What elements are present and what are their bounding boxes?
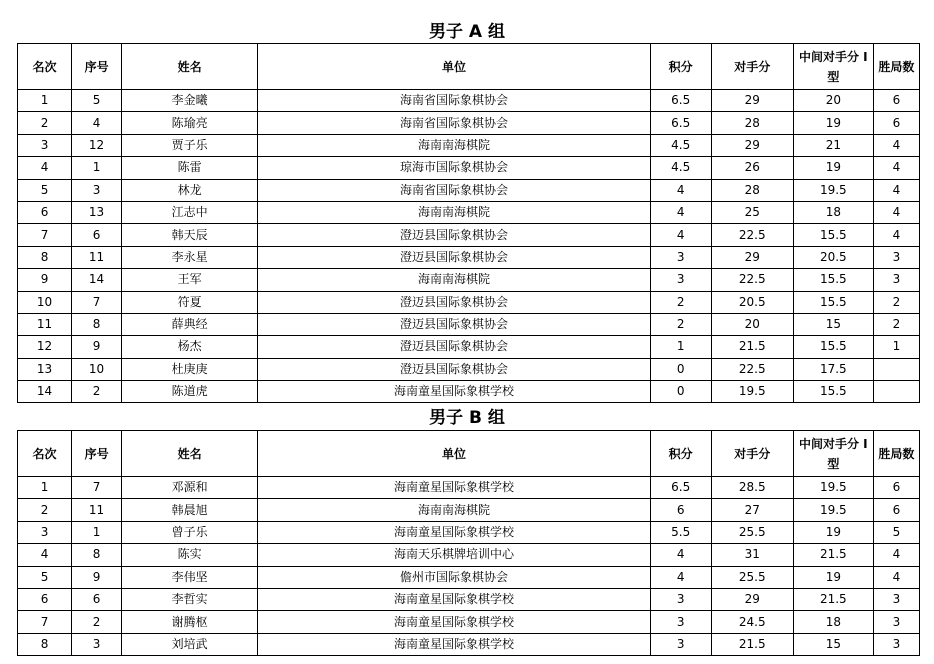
rank-cell: 5: [18, 566, 72, 588]
wins-cell: 3: [873, 611, 919, 633]
unit-cell: 澄迈县国际象棋协会: [258, 313, 650, 335]
opponent-score-cell: 21.5: [711, 336, 793, 358]
table-row: [18, 269, 920, 291]
column-header-seed: 序号: [72, 44, 122, 90]
opponent-score-cell: 20.5: [711, 291, 793, 313]
table-row: [18, 381, 920, 403]
wins-cell: 3: [873, 588, 919, 610]
wins-cell: 4: [873, 566, 919, 588]
opponent-score-cell: 28: [711, 112, 793, 134]
wins-cell: [873, 358, 919, 380]
median-buchholz-cell: 21.5: [793, 588, 873, 610]
name-cell: 刘培武: [122, 633, 258, 655]
median-buchholz-cell: 19.5: [793, 477, 873, 499]
median-buchholz-cell: 15: [793, 633, 873, 655]
seed-cell: 6: [72, 588, 122, 610]
points-cell: 3: [650, 611, 711, 633]
name-cell: 江志中: [122, 201, 258, 223]
rank-cell: 6: [18, 588, 72, 610]
rank-cell: 4: [18, 544, 72, 566]
median-buchholz-cell: 19: [793, 566, 873, 588]
rank-cell: 2: [18, 499, 72, 521]
rank-cell: 1: [18, 90, 72, 112]
unit-cell: 海南省国际象棋协会: [258, 90, 650, 112]
column-header-seed: 序号: [72, 431, 122, 477]
name-cell: 李永星: [122, 246, 258, 268]
table-row: [18, 291, 920, 313]
points-cell: 6.5: [650, 477, 711, 499]
column-header-points: 积分: [650, 44, 711, 90]
group-a-standings-table: [17, 43, 920, 403]
column-header-rank: 名次: [18, 44, 72, 90]
table-row: [18, 611, 920, 633]
unit-cell: 海南南海棋院: [258, 134, 650, 156]
rank-cell: 11: [18, 313, 72, 335]
unit-cell: 澄迈县国际象棋协会: [258, 246, 650, 268]
wins-cell: 2: [873, 291, 919, 313]
rank-cell: 5: [18, 179, 72, 201]
seed-cell: 4: [72, 112, 122, 134]
seed-cell: 10: [72, 358, 122, 380]
seed-cell: 7: [72, 291, 122, 313]
wins-cell: [873, 381, 919, 403]
unit-cell: 儋州市国际象棋协会: [258, 566, 650, 588]
rank-cell: 12: [18, 336, 72, 358]
column-header-wins: 胜局数: [873, 431, 919, 477]
table-row: [18, 521, 920, 543]
median-buchholz-cell: 18: [793, 201, 873, 223]
seed-cell: 11: [72, 499, 122, 521]
wins-cell: 4: [873, 157, 919, 179]
rank-cell: 7: [18, 224, 72, 246]
unit-cell: 海南童星国际象棋学校: [258, 381, 650, 403]
group-b-title: 男子 B 组: [429, 408, 505, 428]
table-row: [18, 336, 920, 358]
column-header-wins: 胜局数: [873, 44, 919, 90]
name-cell: 林龙: [122, 179, 258, 201]
name-cell: 薛典经: [122, 313, 258, 335]
wins-cell: 5: [873, 521, 919, 543]
opponent-score-cell: 22.5: [711, 269, 793, 291]
rank-cell: 1: [18, 477, 72, 499]
seed-cell: 1: [72, 157, 122, 179]
unit-cell: 海南童星国际象棋学校: [258, 477, 650, 499]
unit-cell: 澄迈县国际象棋协会: [258, 358, 650, 380]
median-buchholz-cell: 15.5: [793, 269, 873, 291]
unit-cell: 海南童星国际象棋学校: [258, 611, 650, 633]
wins-cell: 1: [873, 336, 919, 358]
unit-cell: 海南南海棋院: [258, 269, 650, 291]
opponent-score-cell: 22.5: [711, 224, 793, 246]
seed-cell: 7: [72, 477, 122, 499]
points-cell: 3: [650, 246, 711, 268]
name-cell: 陈实: [122, 544, 258, 566]
column-header-name: 姓名: [122, 44, 258, 90]
opponent-score-cell: 25.5: [711, 566, 793, 588]
group-b-standings-table: [17, 430, 920, 656]
opponent-score-cell: 29: [711, 588, 793, 610]
wins-cell: 4: [873, 544, 919, 566]
opponent-score-cell: 20: [711, 313, 793, 335]
seed-cell: 2: [72, 611, 122, 633]
table-row: [18, 224, 920, 246]
name-cell: 韩晨旭: [122, 499, 258, 521]
points-cell: 6: [650, 499, 711, 521]
unit-cell: 海南省国际象棋协会: [258, 112, 650, 134]
opponent-score-cell: 29: [711, 90, 793, 112]
points-cell: 4: [650, 201, 711, 223]
table-row: [18, 566, 920, 588]
column-header-name: 姓名: [122, 431, 258, 477]
median-buchholz-cell: 20.5: [793, 246, 873, 268]
points-cell: 3: [650, 269, 711, 291]
header-row: [18, 44, 920, 90]
table-row: [18, 588, 920, 610]
name-cell: 李伟坚: [122, 566, 258, 588]
median-buchholz-cell: 15.5: [793, 336, 873, 358]
points-cell: 0: [650, 381, 711, 403]
unit-cell: 海南南海棋院: [258, 201, 650, 223]
seed-cell: 6: [72, 224, 122, 246]
rank-cell: 7: [18, 611, 72, 633]
table-row: [18, 246, 920, 268]
wins-cell: 3: [873, 269, 919, 291]
rank-cell: 13: [18, 358, 72, 380]
median-buchholz-cell: 19.5: [793, 499, 873, 521]
table-row: [18, 499, 920, 521]
table-row: [18, 157, 920, 179]
opponent-score-cell: 22.5: [711, 358, 793, 380]
wins-cell: 6: [873, 477, 919, 499]
opponent-score-cell: 24.5: [711, 611, 793, 633]
points-cell: 4.5: [650, 134, 711, 156]
column-header-opponent-score: 对手分: [711, 431, 793, 477]
opponent-score-cell: 25: [711, 201, 793, 223]
name-cell: 杜庚庚: [122, 358, 258, 380]
name-cell: 谢腾枢: [122, 611, 258, 633]
seed-cell: 8: [72, 313, 122, 335]
wins-cell: 2: [873, 313, 919, 335]
table-row: [18, 358, 920, 380]
median-buchholz-cell: 18: [793, 611, 873, 633]
name-cell: 贾子乐: [122, 134, 258, 156]
opponent-score-cell: 28: [711, 179, 793, 201]
name-cell: 邓源和: [122, 477, 258, 499]
opponent-score-cell: 29: [711, 246, 793, 268]
unit-cell: 海南南海棋院: [258, 499, 650, 521]
name-cell: 杨杰: [122, 336, 258, 358]
rank-cell: 4: [18, 157, 72, 179]
rank-cell: 3: [18, 521, 72, 543]
points-cell: 6.5: [650, 112, 711, 134]
points-cell: 4: [650, 566, 711, 588]
opponent-score-cell: 25.5: [711, 521, 793, 543]
rank-cell: 8: [18, 633, 72, 655]
points-cell: 4: [650, 544, 711, 566]
points-cell: 1: [650, 336, 711, 358]
name-cell: 符夏: [122, 291, 258, 313]
median-buchholz-cell: 15.5: [793, 381, 873, 403]
median-buchholz-cell: 21: [793, 134, 873, 156]
opponent-score-cell: 19.5: [711, 381, 793, 403]
table-row: [18, 179, 920, 201]
seed-cell: 13: [72, 201, 122, 223]
median-buchholz-cell: 19: [793, 157, 873, 179]
opponent-score-cell: 31: [711, 544, 793, 566]
seed-cell: 9: [72, 336, 122, 358]
wins-cell: 4: [873, 224, 919, 246]
median-buchholz-cell: 21.5: [793, 544, 873, 566]
wins-cell: 4: [873, 201, 919, 223]
name-cell: 陈瑜亮: [122, 112, 258, 134]
seed-cell: 1: [72, 521, 122, 543]
median-buchholz-cell: 19: [793, 521, 873, 543]
unit-cell: 澄迈县国际象棋协会: [258, 224, 650, 246]
wins-cell: 6: [873, 90, 919, 112]
points-cell: 4.5: [650, 157, 711, 179]
unit-cell: 海南天乐棋牌培训中心: [258, 544, 650, 566]
name-cell: 王军: [122, 269, 258, 291]
opponent-score-cell: 29: [711, 134, 793, 156]
points-cell: 3: [650, 633, 711, 655]
name-cell: 陈道虎: [122, 381, 258, 403]
points-cell: 4: [650, 179, 711, 201]
rank-cell: 6: [18, 201, 72, 223]
unit-cell: 海南童星国际象棋学校: [258, 588, 650, 610]
points-cell: 2: [650, 291, 711, 313]
table-row: [18, 633, 920, 655]
table-row: [18, 544, 920, 566]
table-row: [18, 313, 920, 335]
column-header-median-buchholz: 中间对手分 I 型: [793, 44, 873, 90]
seed-cell: 12: [72, 134, 122, 156]
rank-cell: 3: [18, 134, 72, 156]
median-buchholz-cell: 19: [793, 112, 873, 134]
median-buchholz-cell: 19.5: [793, 179, 873, 201]
name-cell: 李哲实: [122, 588, 258, 610]
name-cell: 李金曦: [122, 90, 258, 112]
seed-cell: 3: [72, 633, 122, 655]
wins-cell: 4: [873, 134, 919, 156]
rank-cell: 8: [18, 246, 72, 268]
median-buchholz-cell: 15: [793, 313, 873, 335]
table-row: [18, 90, 920, 112]
header-row: [18, 431, 920, 477]
standings-body: [18, 477, 920, 656]
column-header-unit: 单位: [258, 44, 650, 90]
column-header-unit: 单位: [258, 431, 650, 477]
group-a-title: 男子 A 组: [429, 22, 505, 42]
points-cell: 0: [650, 358, 711, 380]
seed-cell: 5: [72, 90, 122, 112]
seed-cell: 9: [72, 566, 122, 588]
column-header-median-buchholz: 中间对手分 I 型: [793, 431, 873, 477]
unit-cell: 澄迈县国际象棋协会: [258, 336, 650, 358]
unit-cell: 海南省国际象棋协会: [258, 179, 650, 201]
opponent-score-cell: 27: [711, 499, 793, 521]
opponent-score-cell: 21.5: [711, 633, 793, 655]
opponent-score-cell: 26: [711, 157, 793, 179]
median-buchholz-cell: 15.5: [793, 291, 873, 313]
median-buchholz-cell: 20: [793, 90, 873, 112]
unit-cell: 海南童星国际象棋学校: [258, 521, 650, 543]
unit-cell: 琼海市国际象棋协会: [258, 157, 650, 179]
seed-cell: 2: [72, 381, 122, 403]
points-cell: 2: [650, 313, 711, 335]
unit-cell: 海南童星国际象棋学校: [258, 633, 650, 655]
column-header-opponent-score: 对手分: [711, 44, 793, 90]
points-cell: 5.5: [650, 521, 711, 543]
seed-cell: 8: [72, 544, 122, 566]
median-buchholz-cell: 15.5: [793, 224, 873, 246]
unit-cell: 澄迈县国际象棋协会: [258, 291, 650, 313]
table-row: [18, 112, 920, 134]
opponent-score-cell: 28.5: [711, 477, 793, 499]
table-row: [18, 201, 920, 223]
name-cell: 陈雷: [122, 157, 258, 179]
table-row: [18, 134, 920, 156]
rank-cell: 10: [18, 291, 72, 313]
seed-cell: 14: [72, 269, 122, 291]
seed-cell: 3: [72, 179, 122, 201]
standings-body: [18, 90, 920, 403]
points-cell: 3: [650, 588, 711, 610]
rank-cell: 2: [18, 112, 72, 134]
median-buchholz-cell: 17.5: [793, 358, 873, 380]
rank-cell: 14: [18, 381, 72, 403]
rank-cell: 9: [18, 269, 72, 291]
seed-cell: 11: [72, 246, 122, 268]
name-cell: 韩天辰: [122, 224, 258, 246]
wins-cell: 6: [873, 499, 919, 521]
wins-cell: 4: [873, 179, 919, 201]
name-cell: 曾子乐: [122, 521, 258, 543]
column-header-points: 积分: [650, 431, 711, 477]
wins-cell: 3: [873, 633, 919, 655]
table-row: [18, 477, 920, 499]
column-header-rank: 名次: [18, 431, 72, 477]
points-cell: 6.5: [650, 90, 711, 112]
wins-cell: 3: [873, 246, 919, 268]
points-cell: 4: [650, 224, 711, 246]
wins-cell: 6: [873, 112, 919, 134]
